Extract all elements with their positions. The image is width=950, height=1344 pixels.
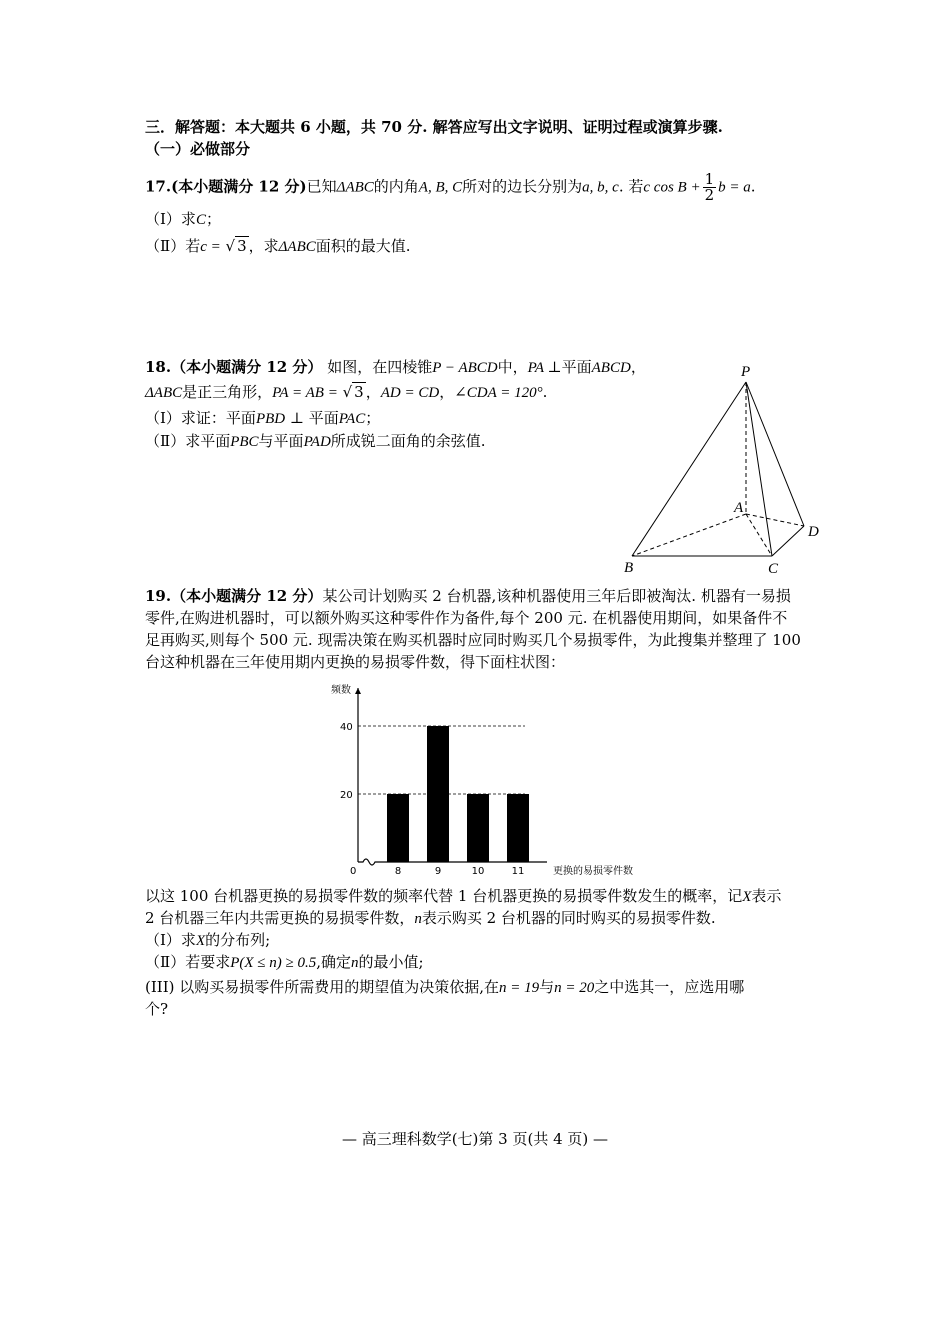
q18-part2-mid: 与平面 <box>258 432 304 450</box>
x-tick-label: 8 <box>394 866 402 877</box>
q19-part2-var: n <box>351 955 359 971</box>
q19-part3-line2: 个? <box>145 1000 169 1018</box>
q18-part1-mid: 平面 <box>308 409 339 427</box>
pyramid-figure <box>610 360 850 580</box>
bar-chart <box>325 680 685 880</box>
q19-part1-label: （Ⅰ）求 <box>145 931 196 949</box>
q17-frac-num: 1 <box>704 170 715 188</box>
q17-eq-right: b = a <box>718 179 751 196</box>
q18-text-a: 如图，在四棱锥 <box>322 358 433 376</box>
q17-part1-end: ； <box>205 210 221 228</box>
q19-line5 <box>145 886 781 907</box>
q19-line1 <box>145 586 791 606</box>
q18-number: 18. <box>145 358 172 376</box>
q18-l2-text-a: 是正三角形， <box>182 383 273 401</box>
q18-part1-plane-b: PAC <box>338 411 366 427</box>
label-p: P <box>741 364 751 380</box>
section-subheading: （一）必做部分 <box>145 140 251 158</box>
q19-part3-end: 之中选其一，应选用哪 <box>594 978 745 996</box>
q19-part2-label: （Ⅱ）若要求 <box>145 953 231 971</box>
bar-8 <box>387 794 409 862</box>
q19-score: （本小题满分 12 分） <box>171 587 323 605</box>
q17-part1-label: （Ⅰ）求 <box>145 210 196 228</box>
q18-l2-root: 3 <box>354 383 364 401</box>
q18-pyramid: P − ABCD <box>432 360 498 376</box>
q18-plane: ABCD <box>591 360 631 376</box>
q18-part2-plane-a: PBC <box>230 434 259 450</box>
origin-label: 0 <box>350 866 357 877</box>
q19-part3-eq2: n = 20 <box>554 980 595 996</box>
q18-text-b: 中， <box>497 358 528 376</box>
q18-part2-label: （Ⅱ）求平面 <box>145 432 231 450</box>
q17-number: 17. <box>145 177 172 196</box>
q17-text-d: . 若 <box>618 177 644 196</box>
q19-part3 <box>145 977 744 998</box>
q18-l2-eq: PA = AB = <box>272 385 338 401</box>
q19-l5-var: X <box>742 889 752 905</box>
q18-perp: PA ⊥ <box>527 360 562 376</box>
q17-frac-den: 2 <box>704 186 715 204</box>
q18-score: （本小题满分 12 分） <box>171 358 323 376</box>
q19-l6-end: 表示购买 2 台机器的同时购买的易损零件数. <box>421 909 716 927</box>
q18-l2-text-c: ， <box>439 383 455 401</box>
q17-part2: （Ⅱ）若c = √ 3 ，求ΔABC面积的最大值. <box>145 237 411 255</box>
bar-11 <box>507 794 529 862</box>
edge-pc <box>746 382 772 556</box>
q17-eq-left: c cos B + <box>643 179 701 196</box>
bar-9 <box>427 726 449 862</box>
q17-part1 <box>145 209 221 230</box>
q17-score: (本小题满分 12 分) <box>171 177 307 196</box>
q18-l2-end: . <box>542 383 548 401</box>
q19-l6-var: n <box>414 911 422 927</box>
y-axis-label: 频数 <box>331 685 351 696</box>
q17-part2-mid: ，求 <box>248 237 279 255</box>
section-heading: 三．解答题：本大题共 6 小题，共 70 分. 解答应写出文字说明、证明过程或演算步骤. <box>145 118 723 136</box>
x-axis-label: 更换的易损零件数 <box>553 866 633 877</box>
y-tick-label: 40 <box>340 722 353 733</box>
q19-l5-end: 表示 <box>751 887 782 905</box>
edge-ac <box>746 514 772 556</box>
q18-l2-eq2: AD = CD <box>380 385 440 401</box>
q17-part2-triangle: ΔABC <box>278 239 316 255</box>
q17-fraction <box>703 172 717 203</box>
q17-stem <box>145 172 756 203</box>
q18-part1-end: ； <box>365 409 381 427</box>
q19-line3: 足再购买,则每个 500 元. 现需决策在购买机器时应同时购买几个易损零件，为此搜集并整理了 100 <box>145 631 801 649</box>
q18-part1-plane-a: PBD <box>255 411 286 427</box>
q19-part3-mid: 与 <box>539 978 555 996</box>
x-tick-label: 11 <box>511 866 525 877</box>
q19-line6 <box>145 908 716 929</box>
q17-text-end: . <box>750 177 756 196</box>
q19-part2-expr: P(X ≤ n) ≥ 0.5 <box>230 955 317 971</box>
q19-part3-eq1: n = 19 <box>499 980 540 996</box>
q19-part2-mid: ,确定 <box>316 953 352 971</box>
q18-part1-perp: ⊥ <box>289 409 304 427</box>
q17-triangle: ΔABC <box>336 179 374 196</box>
label-b: B <box>624 560 634 576</box>
q18-l2-text-b: ， <box>365 383 381 401</box>
q18-l2-angle: ∠CDA = 120° <box>454 385 543 401</box>
edge-ab <box>632 514 746 556</box>
edge-pd <box>746 382 804 526</box>
q17-part2-end: 面积的最大值. <box>315 237 411 255</box>
y-axis-arrow <box>355 688 361 694</box>
label-a: A <box>734 500 744 516</box>
q18-part1 <box>145 408 380 429</box>
q19-text-l5: 以这 100 台机器更换的易损零件数的频率代替 1 台机器更换的易损零件数发生的概率，记 <box>145 887 743 905</box>
q19-text-l1: 某公司计划购买 2 台机器,该种机器使用三年后即被淘汰. 机器有一易损 <box>322 587 791 605</box>
edge-cd <box>772 526 804 556</box>
label-d: D <box>808 524 819 540</box>
q18-part2-end: 所成锐二面角的余弦值. <box>330 432 486 450</box>
edge-pb <box>632 382 746 556</box>
x-tick-label: 10 <box>471 866 485 877</box>
q17-part2-root: 3 <box>237 237 247 255</box>
q18-line2: ΔABC是正三角形，PA = AB = √ 3 ，AD = CD，∠CDA = 120°. <box>145 383 548 401</box>
q18-text-d: ， <box>630 358 646 376</box>
y-tick-label: 20 <box>340 790 353 801</box>
q19-part2-end: 的最小值; <box>358 953 424 971</box>
q19-text-l6: 2 台机器三年内共需更换的易损零件数， <box>145 909 415 927</box>
label-c: C <box>768 561 779 577</box>
q17-part2-eq: c = <box>200 239 221 255</box>
q18-part2-plane-b: PAD <box>303 434 331 450</box>
q17-text-b: 的内角 <box>373 177 419 196</box>
q17-sides: a, b, c <box>582 179 619 196</box>
q18-text-c: 平面 <box>561 358 592 376</box>
q19-part1-var: X <box>195 933 206 949</box>
q19-line2: 零件,在购进机器时，可以额外购买这种零件作为备件,每个 200 元. 在机器使用期间，如果备件不 <box>145 609 788 627</box>
q18-part1-label: （Ⅰ）求证：平面 <box>145 409 256 427</box>
q17-text-a: 已知 <box>306 177 337 196</box>
q17-part1-var: C <box>195 212 206 228</box>
q17-part2-label: （Ⅱ）若 <box>145 237 201 255</box>
edge-ad <box>746 514 804 526</box>
q19-part1-end: 的分布列; <box>205 931 271 949</box>
x-tick-label: 9 <box>434 866 442 877</box>
q19-line4: 台这种机器在三年使用期内更换的易损零件数，得下面柱状图： <box>145 653 566 671</box>
bar-10 <box>467 794 489 862</box>
q19-part1 <box>145 930 270 951</box>
page-footer: — 高三理科数学(七)第 3 页(共 4 页) — <box>341 1130 609 1148</box>
q19-part2 <box>145 952 424 973</box>
q18-stem <box>145 357 646 378</box>
q19-part3-label: (III) 以购买易损零件所需费用的期望值为决策依据,在 <box>145 978 500 996</box>
q17-text-c: 所对的边长分别为 <box>462 177 583 196</box>
q17-angles: A, B, C <box>418 179 463 196</box>
q18-part2 <box>145 431 486 452</box>
q19-number: 19. <box>145 587 172 605</box>
q18-triangle: ΔABC <box>145 385 183 401</box>
